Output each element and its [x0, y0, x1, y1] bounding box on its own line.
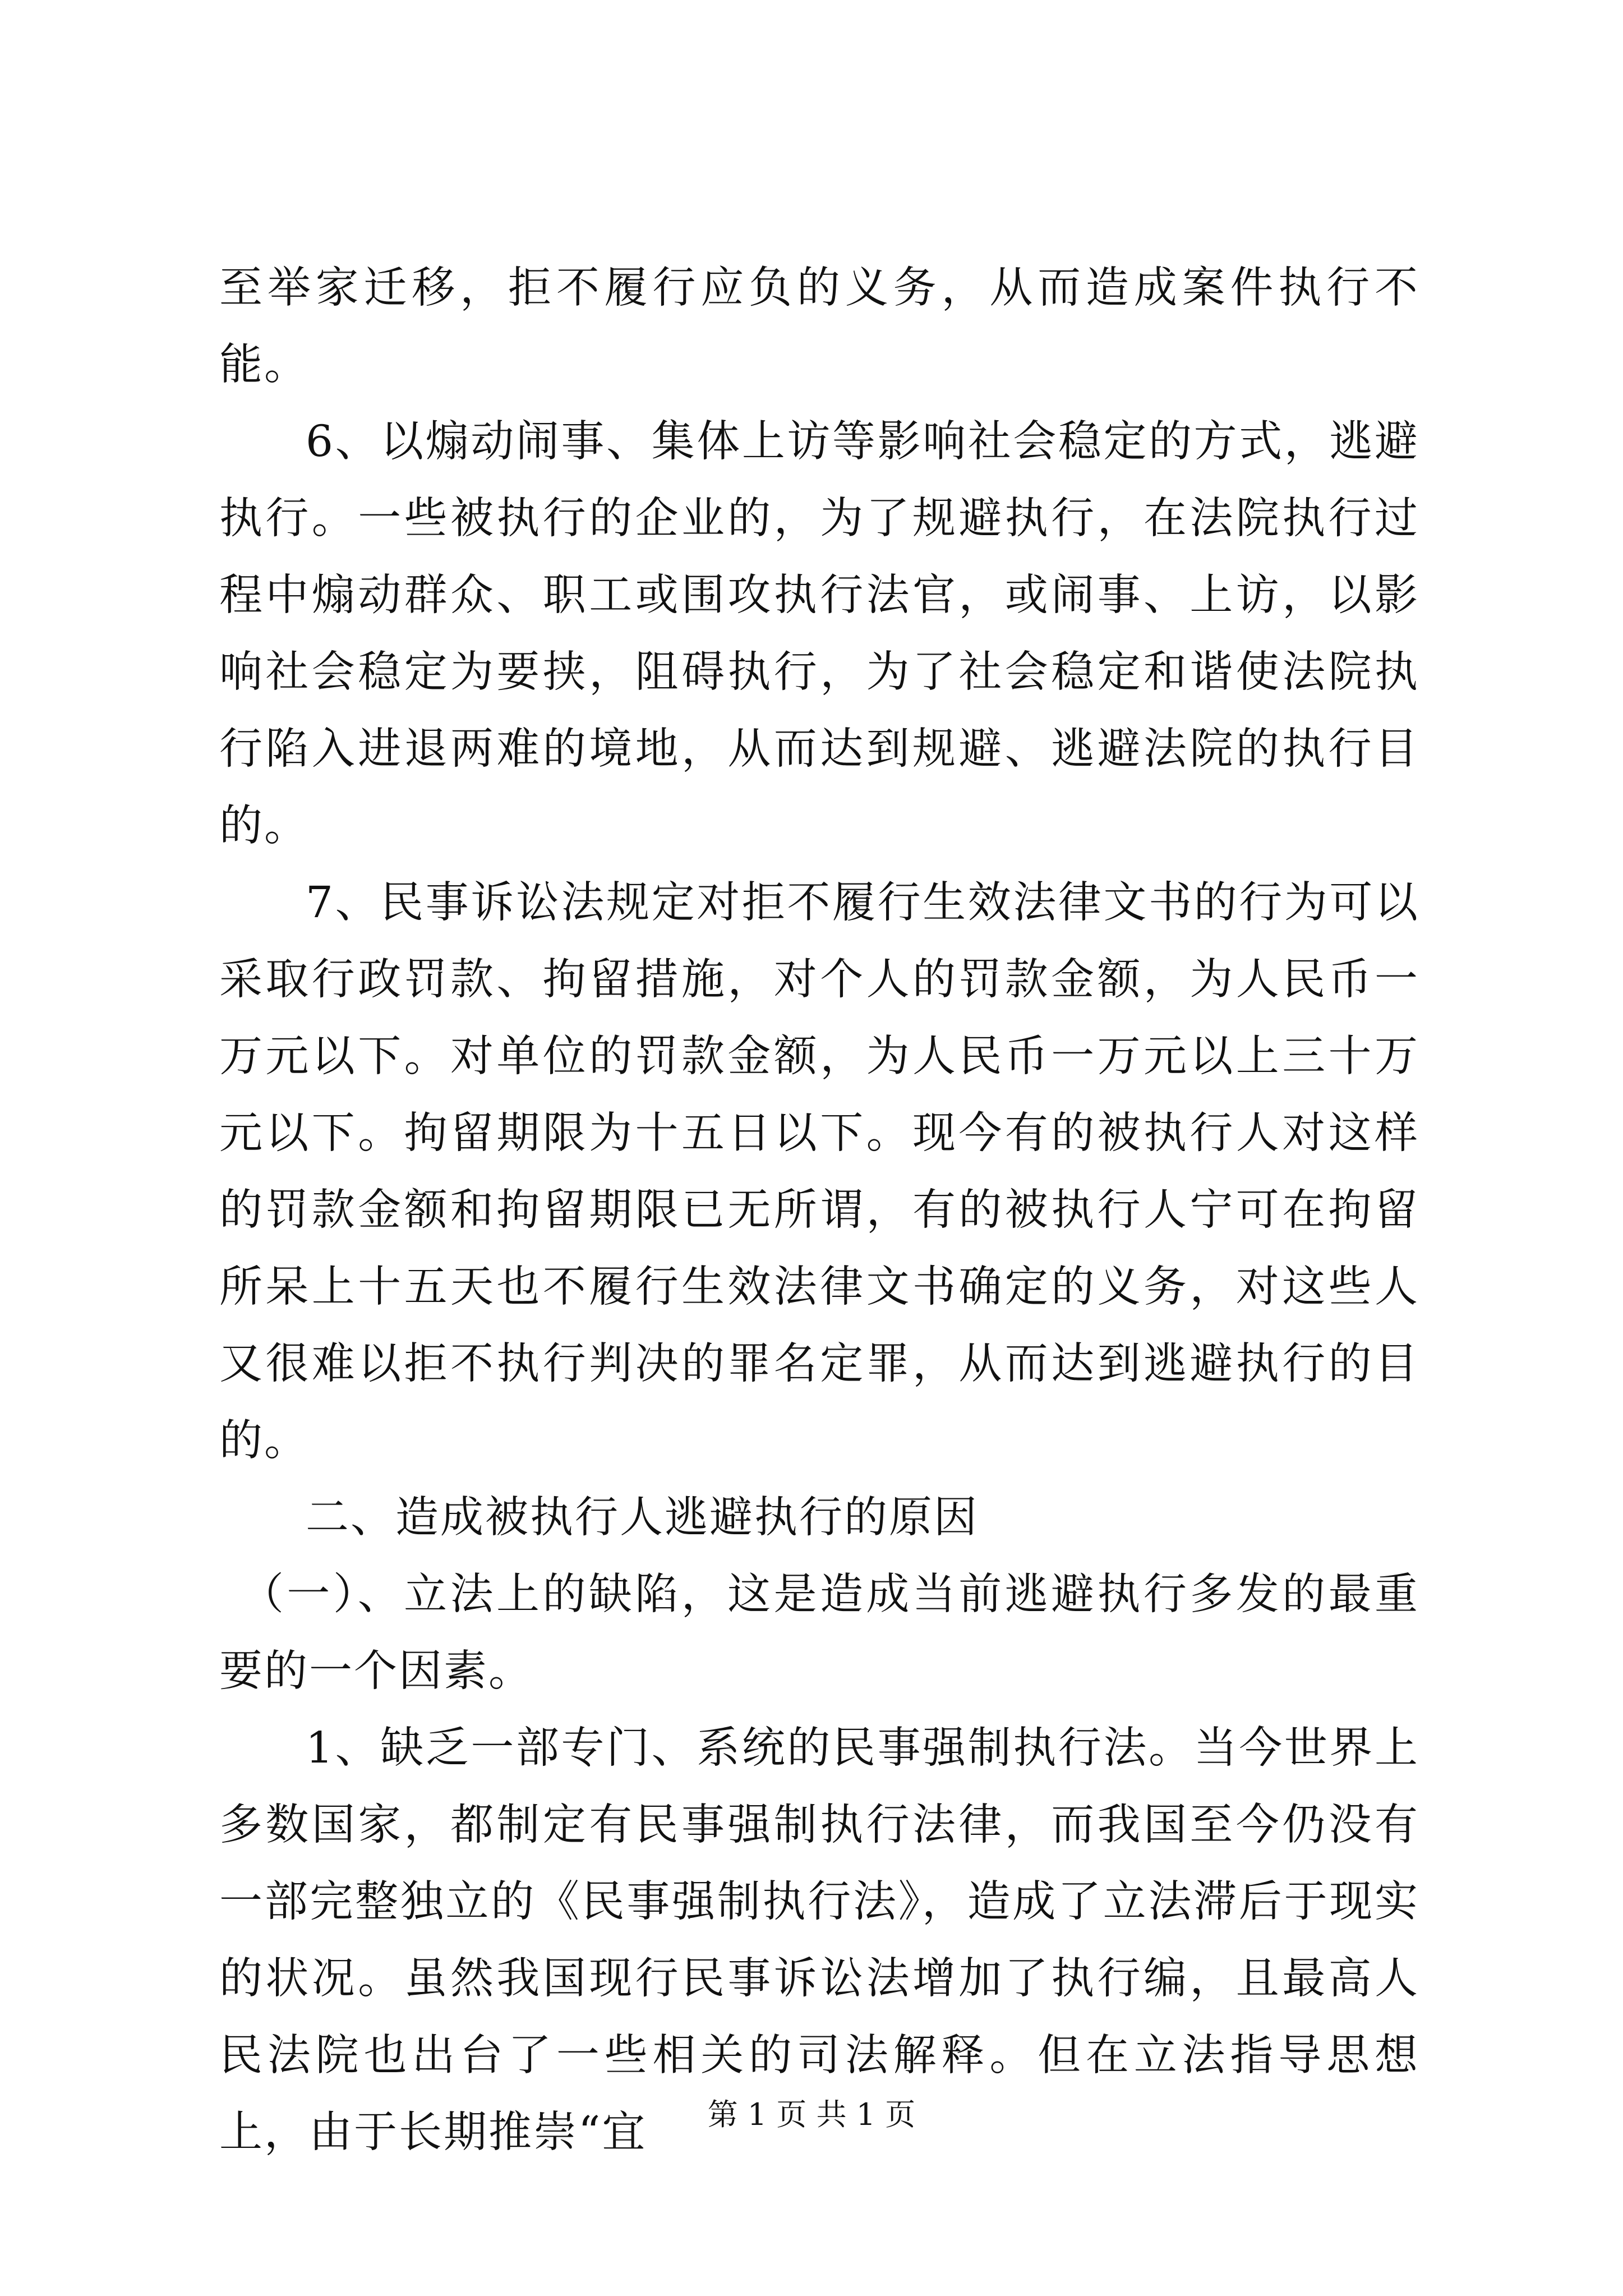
page-number-footer: 第 1 页 共 1 页 — [707, 2097, 916, 2132]
document-body — [219, 250, 1419, 2171]
paragraph-item-7: 7、民事诉讼法规定对拒不履行生效法律文书的行为可以采取行政罚款、拘留措施，对个人的罚款金额，为人民币一万元以下。对单位的罚款金额，为人民币一万元以上三十万元以下。拘留期限为十五日以下。现今有的被执行人对这样的罚款金额和拘留期限已无所谓，有的被执行人宁可在拘留所呆上十五天也不履行生效法律文书确定的义务，对这些人又很难以拒不执行判决的罪名定罪，从而达到逃避执行的目的。 — [219, 878, 1419, 1466]
paragraph-continuation: 至举家迁移，拒不履行应负的义务，从而造成案件执行不能。 — [219, 263, 1419, 390]
section-heading-causes: 二、造成被执行人逃避执行的原因 — [306, 1493, 979, 1543]
subsection-heading-legislation: （一）、立法上的缺陷，这是造成当前逃避执行多发的最重要的一个因素。 — [219, 1570, 1419, 1696]
paragraph-item-1: 1、缺乏一部专门、系统的民事强制执行法。当今世界上多数国家，都制定有民事强制执行法律，而我国至今仍没有一部完整独立的《民事强制执行法》，造成了立法滞后于现实的状况。虽然我国现行民事诉讼法增加了执行编，且最高人民法院也出台了一些相关的司法解释。但在立法指导思想上，由于长期推崇“宜 — [219, 1723, 1419, 2157]
paragraph-item-6: 6、以煽动闹事、集体上访等影响社会稳定的方式，逃避执行。一些被执行的企业的，为了规避执行，在法院执行过程中煽动群众、职工或围攻执行法官，或闹事、上访，以影响社会稳定为要挟，阻碍执行，为了社会稳定和谐使法院执行陷入进退两难的境地，从而达到规避、逃避法院的执行目的。 — [219, 417, 1419, 851]
